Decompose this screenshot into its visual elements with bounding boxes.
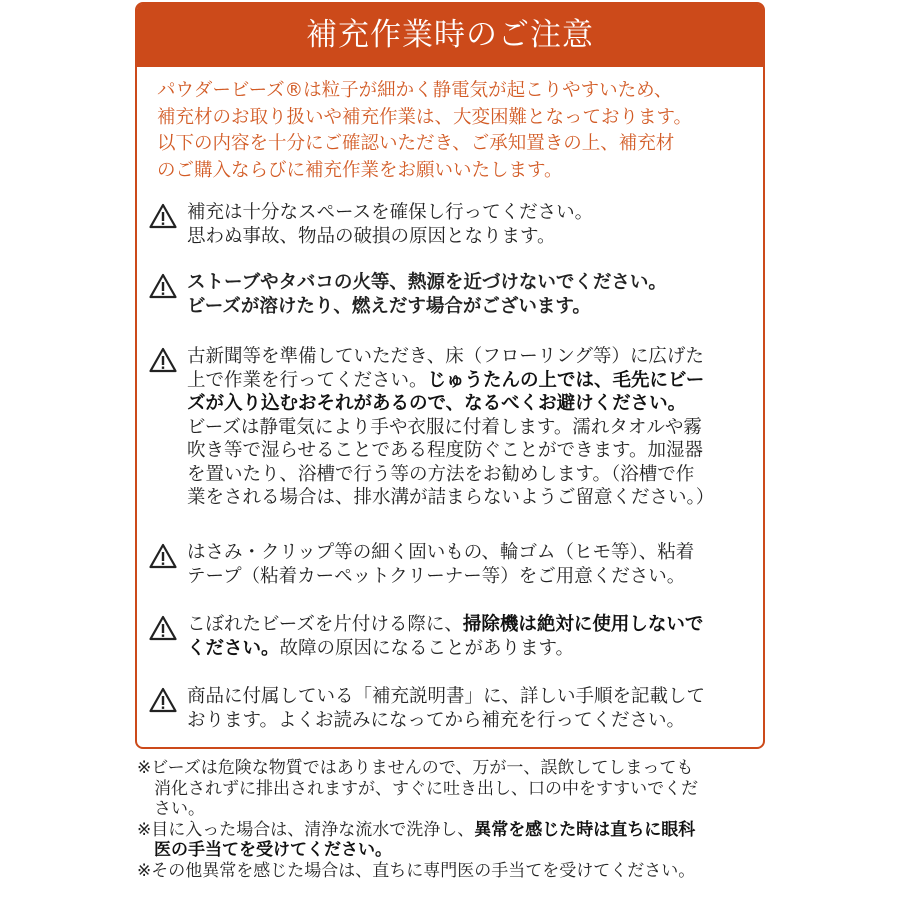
notice-line: 吹き等で湿らせることである程度防ぐことができます。加湿器 (187, 440, 703, 461)
notice-space (149, 201, 754, 248)
notice-floor (149, 345, 754, 510)
footnote-line: 消化されずに排出されますが、すぐに吐き出し、口の中をすすいでくだ (154, 778, 699, 799)
footnotes (137, 758, 767, 881)
intro-line: のご購入ならびに補充作業をお願いいたします。 (157, 159, 563, 181)
notice-line: はさみ・クリップ等の細く固いもの、輪ゴム（ヒモ等）、粘着 (187, 542, 695, 563)
notice-plain-text: 故障の原因になることがあります。 (279, 637, 575, 659)
warning-icon (149, 543, 177, 569)
notice-line (187, 392, 754, 416)
caution-panel (135, 2, 765, 749)
warning-icon (149, 687, 177, 713)
warning-icon (149, 347, 177, 373)
notice-line: 業をされる場合は、排水溝が詰まらないようご留意ください。） (187, 487, 715, 508)
notice-heat (149, 271, 754, 318)
notice-bold-text: じゅうたんの上では、毛先にビー (427, 369, 705, 391)
footnote-line (137, 840, 767, 861)
notice-line (187, 637, 754, 661)
intro-line: 補充材のお取り扱いや補充作業は、大変困難となっております。 (157, 106, 693, 128)
footnote-line: ※ビーズは危険な物質ではありませんので、万が一、誤飲してしまっても (137, 758, 694, 778)
warning-icon (149, 615, 177, 641)
notice-bold-text: 掃除機は絶対に使用しないで (462, 614, 704, 635)
notice-line (187, 613, 754, 637)
footnote-line: ※その他異常を感じた場合は、直ちに専門医の手当てを受けてください。 (137, 860, 696, 881)
footnote-bold-text: 医の手当てを受けてください。 (154, 840, 392, 860)
intro-line: パウダービーズ®は粒子が細かく静電気が起こりやすいため、 (157, 80, 673, 101)
notice-line: 補充は十分なスペースを確保し行ってください。 (187, 202, 594, 223)
footnote-plain-text: ※目に入った場合は、清浄な流水で洗浄し、 (137, 819, 475, 840)
notice-plain-text: こぼれたビーズを片付ける際に、 (187, 614, 463, 635)
notice-tools (149, 541, 754, 588)
notice-vacuum (149, 613, 754, 660)
warning-icon (149, 273, 177, 299)
notice-bold-text: ズが入り込むおそれがあるので、なるべくお避けください。 (187, 393, 687, 414)
notice-line: 古新聞等を準備していただき、床（フローリング等）に広げた (187, 346, 704, 367)
notice-line (187, 369, 754, 393)
notice-line: ストーブやタバコの火等、熱源を近づけないでください。 (187, 272, 667, 293)
panel-title: 補充作業時のご注意 (137, 4, 763, 67)
notice-line: を置いたり、浴槽で行う等の方法をお勧めします。（浴槽で作 (187, 463, 695, 485)
notice-line: ビーズは静電気により手や衣服に付着します。濡れタオルや霧 (187, 416, 702, 438)
notice-line: 思わぬ事故、物品の破損の原因となります。 (187, 225, 556, 247)
notice-bold-text: ください。 (187, 637, 280, 659)
warning-icon (149, 203, 177, 229)
notice-line: ビーズが溶けたり、燃えだす場合がございます。 (187, 295, 591, 317)
intro-text (157, 78, 757, 184)
intro-line: 以下の内容を十分にご確認いただき、ご承知置きの上、補充材 (157, 133, 675, 154)
notice-plain-text: 上で作業を行ってください。 (187, 369, 428, 391)
footnote-bold-text: 異常を感じた時は直ちに眼科 (474, 819, 696, 840)
footnote-line: さい。 (154, 799, 205, 819)
footnote-line (137, 820, 767, 841)
notice-line: おります。よくお読みになってから補充を行ってください。 (187, 709, 686, 731)
notice-line: テープ（粘着カーペットクリーナー等）をご用意ください。 (187, 565, 686, 587)
notice-line: 商品に付属している「補充説明書」に、詳しい手順を記載して (187, 686, 706, 707)
notice-manual (149, 685, 754, 732)
